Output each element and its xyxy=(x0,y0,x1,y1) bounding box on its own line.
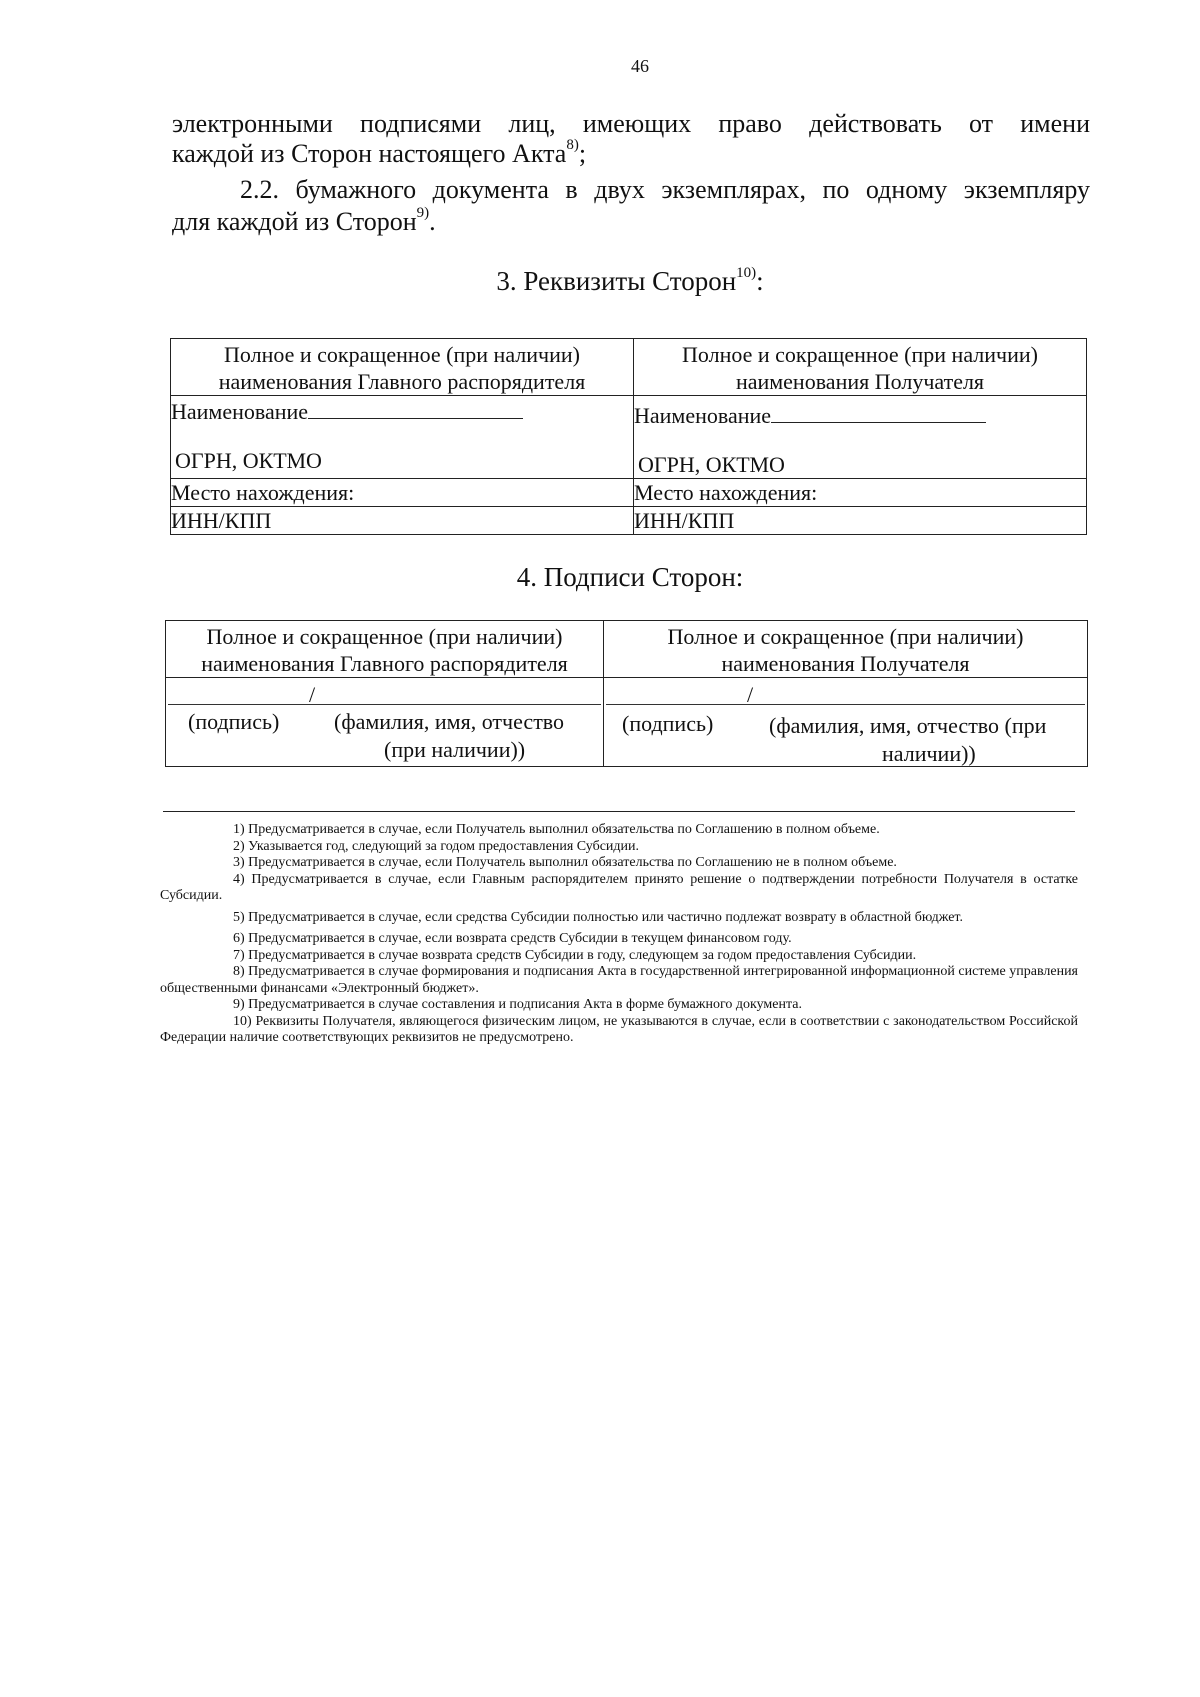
requisites-left-ogrn: ОГРН, ОКТМО xyxy=(175,448,322,473)
requisites-left-name-label: Наименование xyxy=(171,399,309,424)
requisites-right-header: Полное и сокращенное (при наличии) наименования Получателя xyxy=(634,339,1087,396)
footnote-1: 1) Предусматривается в случае, если Получатель выполнил обязательства по Соглашению в полном объеме. xyxy=(233,822,880,837)
signature-slash: / xyxy=(309,682,316,707)
item-2-2-end: . xyxy=(429,207,436,236)
requisites-left-name-cell xyxy=(171,396,634,479)
requisites-left-inn: ИНН/КПП xyxy=(171,507,634,535)
signature-line-left xyxy=(166,678,603,708)
requisites-table xyxy=(170,338,1087,535)
requisites-title xyxy=(380,266,880,297)
fio-label-left-line1: (фамилия, имя, отчество xyxy=(334,709,565,734)
page-number: 46 xyxy=(631,56,649,76)
requisites-title-end: : xyxy=(756,266,764,296)
footnote-6: 6) Предусматривается в случае, если возврата средств Субсидии в текущем финансовом году. xyxy=(233,931,792,946)
signatures-right-cell xyxy=(604,678,1088,767)
intro-line-1: электронными подписями лиц, имеющих право действовать от имени xyxy=(172,109,1090,138)
footnote-2: 2) Указывается год, следующий за годом предоставления Субсидии. xyxy=(233,838,640,854)
requisites-title-text: 3. Реквизиты Сторон xyxy=(496,266,737,296)
fio-label-left-line2: (при наличии)) xyxy=(384,737,526,762)
signature-slash: / xyxy=(747,682,754,707)
footnote-9: 9) Предусматривается в случае составления и подписания Акта в форме бумажного документа. xyxy=(233,997,802,1012)
requisites-right-name-label: Наименование xyxy=(634,403,772,428)
fio-label-right-line1: (фамилия, имя, отчество (при xyxy=(769,713,1047,738)
intro-line-2-end: ; xyxy=(578,139,587,168)
requisites-left-header: Полное и сокращенное (при наличии) наименования Главного распорядителя xyxy=(171,339,634,396)
footnote-ref-9: 9) xyxy=(416,205,430,222)
footnote-4: 4) Предусматривается в случае, если Главным распорядителем принято решение о подтверждении потребности Получателя в остатке Субсидии. xyxy=(160,871,1078,903)
footnotes xyxy=(160,822,1078,1047)
item-2-2-cont-text: для каждой из Сторон xyxy=(172,207,417,236)
signature-captions-right xyxy=(604,708,1087,766)
name-blank-line xyxy=(308,398,523,419)
footnote-separator xyxy=(163,811,1075,812)
intro-line-2 xyxy=(172,138,1090,170)
requisites-right-location: Место нахождения: xyxy=(634,479,1087,507)
requisites-right-inn: ИНН/КПП xyxy=(634,507,1087,535)
footnote-ref-10: 10) xyxy=(736,265,757,281)
requisites-right-name-cell xyxy=(634,396,1087,479)
requisites-right-ogrn: ОГРН, ОКТМО xyxy=(638,452,785,477)
item-2-2-continuation xyxy=(172,206,1090,238)
signature-underline xyxy=(168,704,601,705)
signature-label-left: (подпись) xyxy=(188,709,280,734)
requisites-left-location: Место нахождения: xyxy=(171,479,634,507)
signatures-right-header: Полное и сокращенное (при наличии) наименования Получателя xyxy=(604,621,1088,678)
signature-label-right: (подпись) xyxy=(622,711,714,736)
signatures-left-cell xyxy=(166,678,604,767)
footnote-5: 5) Предусматривается в случае, если средства Субсидии полностью или частично подлежат возврату в областной бюджет. xyxy=(233,909,963,925)
item-2-2: 2.2. бумажного документа в двух экземплярах, по одному экземпляру xyxy=(240,175,1090,204)
name-blank-line xyxy=(771,402,986,423)
footnote-8: 8) Предусматривается в случае формирования и подписания Акта в государственной интегрированной информационной системе управления общественными финансами «Электронный бюджет». xyxy=(160,964,1078,996)
signature-line-right xyxy=(604,678,1087,708)
footnote-3: 3) Предусматривается в случае, если Получатель выполнил обязательства по Соглашению не в полном объеме. xyxy=(233,855,897,870)
signatures-title: 4. Подписи Сторон: xyxy=(516,562,744,592)
footnote-ref-8: 8) xyxy=(566,137,579,154)
signature-captions-left xyxy=(166,708,603,766)
intro-line-2-text: каждой из Сторон настоящего Акта xyxy=(172,139,567,168)
signature-underline xyxy=(606,704,1085,705)
signatures-table xyxy=(165,620,1088,767)
footnote-7: 7) Предусматривается в случае возврата средств Субсидии в году, следующем за годом предоставления Субсидии. xyxy=(233,947,917,963)
fio-label-right-line2: наличии)) xyxy=(882,741,976,766)
signatures-left-header: Полное и сокращенное (при наличии) наименования Главного распорядителя xyxy=(166,621,604,678)
footnote-10: 10) Реквизиты Получателя, являющегося физическим лицом, не указываются в случае, если в соответствии с законодательством Российской Федерации наличие соответствующих реквизитов не предусмотрено. xyxy=(160,1013,1078,1045)
